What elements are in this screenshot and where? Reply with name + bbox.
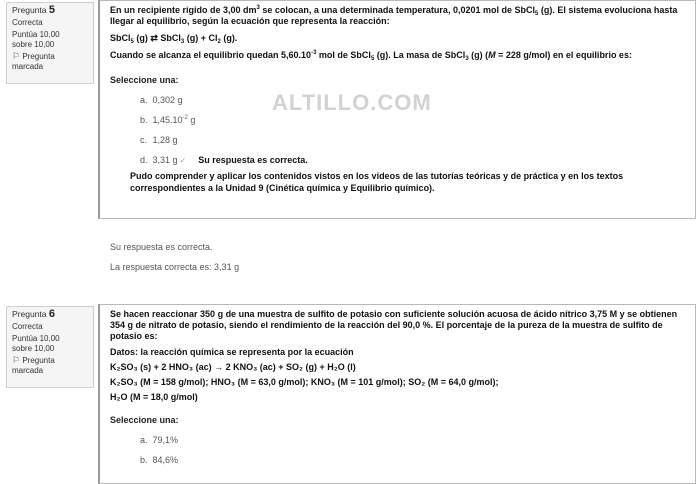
flag-icon: ⚐ — [12, 355, 21, 365]
flag-label: Pregunta marcada — [12, 52, 55, 71]
question-6-number — [12, 310, 88, 320]
option-b[interactable]: b. 84,6% — [140, 455, 179, 465]
question-number-value: 6 — [48, 308, 55, 320]
question-number-prefix: Pregunta — [12, 309, 47, 319]
watermark: ALTILLO.COM — [272, 90, 432, 115]
question-5-grade: Puntúa 10,00 sobre 10,00 — [12, 30, 60, 49]
question-5-select-label: Seleccione una: — [110, 75, 179, 85]
question-6-content — [98, 304, 696, 484]
option-b[interactable]: b. $1,45.10^{-2}$ g — [140, 115, 196, 125]
question-6-data-title: Datos: la reacción química se representa por la ecuación — [110, 347, 354, 357]
option-c[interactable]: c. 1,28 g — [140, 135, 178, 145]
option-a[interactable]: a. 0,302 g — [140, 95, 183, 105]
question-5-text: En un recipiente rígido de 3,00 $dm^3$ se colocan, a una determinada temperatura, 0,0201 mol de SbCl$_5$ (g). El sistema evoluciona hasta llegar al equilibrio, según la ecuación que representa la reacción: — [110, 5, 678, 26]
question-5-outcome: Su respuesta es correcta. — [110, 242, 213, 252]
question-6-text: Se hacen reaccionar 350 g de una muestra de sulfito de potasio con suficiente solución acuosa de ácido nítrico 3,75 M y se obtienen 354 g de nitrato de potasio, siendo el rendimiento de la reacción del 90,0 %. El porcentaje de la pureza de la muestra de sulfito de potasio es: — [110, 309, 678, 341]
question-6-info — [6, 306, 94, 388]
question-6-molar-masses: K₂SO₃ (M = 158 g/mol); HNO₃ (M = 63,0 g/mol); KNO₃ (M = 101 g/mol); SO₂ (M = 64,0 g/mol); — [110, 377, 499, 387]
flag-icon: ⚐ — [12, 51, 21, 61]
inline-feedback: Su respuesta es correcta. — [198, 155, 308, 165]
question-5-flag[interactable] — [12, 52, 88, 71]
question-6-grade: Puntúa 10,00 sobre 10,00 — [12, 334, 60, 353]
option-a[interactable]: a. 79,1% — [140, 435, 179, 445]
check-icon: ✓ — [179, 156, 187, 165]
flag-label: Pregunta marcada — [12, 356, 55, 375]
question-5-right-answer: La respuesta correcta es: 3,31 g — [110, 262, 240, 272]
question-number-prefix: Pregunta — [12, 5, 47, 15]
option-d[interactable]: d. 3,31 g ✓ Su respuesta es correcta. — [140, 155, 308, 165]
question-5-number — [12, 6, 88, 16]
question-5-info — [6, 2, 94, 84]
question-6-state: Correcta — [12, 321, 43, 331]
question-5-state: Correcta — [12, 17, 43, 27]
question-number-value: 5 — [48, 4, 55, 16]
question-5-equation: SbCl$_5$ (g) ⇄ SbCl$_3$ $(g) + Cl_2$ (g). — [110, 33, 238, 45]
question-5-text-2: Cuando se alcanza el equilibrio quedan $5,60.10^{-3}$ mol de SbCl$_5$ (g). La masa de SbCl$_3$ (g) (M = 228 g/mol) en el equilibrio es: — [110, 50, 632, 62]
question-6-flag[interactable] — [12, 356, 88, 375]
general-feedback: Pudo comprender y aplicar los contenidos vistos en los videos de las tutorías teóricas y de práctica y en los textos correspondientes a la Unidad 9 (Cinética química y Equilibrio químico). — [130, 171, 624, 193]
question-6-select-label: Seleccione una: — [110, 415, 179, 425]
question-6-equation: K₂SO₃ (s) + 2 HNO₃ (ac) → 2 KNO₃ (ac) + SO₂ (g) + H₂O (l) — [110, 362, 356, 372]
question-6-molar-masses-2: H₂O (M = 18,0 g/mol) — [110, 392, 198, 402]
